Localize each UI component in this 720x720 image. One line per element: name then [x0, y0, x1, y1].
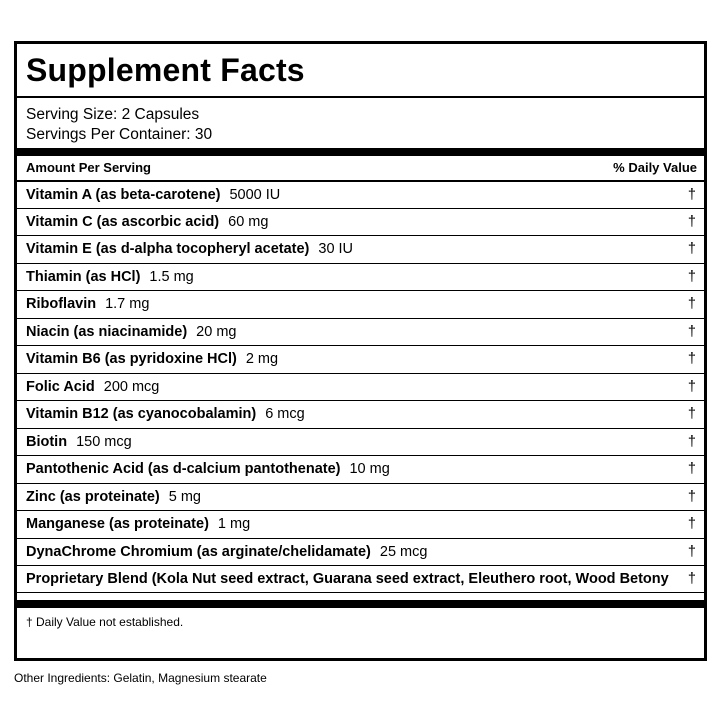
nutrient-daily-value: † [687, 406, 696, 423]
column-header [26, 160, 697, 175]
nutrient-amount: 1 mg [217, 516, 251, 533]
nutrient-name: Vitamin A (as beta-carotene) [26, 186, 221, 203]
nutrient-row [17, 455, 704, 483]
amount-per-serving-header: Amount Per Serving [26, 160, 151, 175]
supplement-facts-panel [14, 41, 707, 661]
nutrient-row [17, 428, 704, 456]
nutrient-amount: 30 IU [318, 241, 354, 258]
nutrient-name: Riboflavin [26, 296, 97, 313]
nutrient-amount: 1.7 mg [105, 296, 150, 313]
nutrient-row [17, 235, 704, 263]
nutrient-amount: 1.5 mg [149, 268, 194, 285]
nutrient-name: Proprietary Blend (Kola Nut seed extract, Guarana seed extract, Eleuthero root, Wood Betony [26, 570, 669, 587]
nutrient-amount: 150 mcg [76, 433, 132, 450]
divider-thick-bottom [17, 600, 704, 608]
nutrient-daily-value: † [687, 296, 696, 313]
nutrient-row [17, 290, 704, 318]
divider-title [17, 96, 704, 98]
nutrient-name: Vitamin C (as ascorbic acid) [26, 213, 220, 230]
nutrient-daily-value: † [687, 433, 696, 450]
nutrient-daily-value: † [687, 241, 696, 258]
nutrient-row [17, 373, 704, 401]
nutrient-daily-value: † [687, 213, 696, 230]
nutrient-amount: 200 mcg [103, 378, 160, 395]
nutrient-name: Vitamin E (as d-alpha tocopheryl acetate) [26, 241, 310, 258]
footnote: † Daily Value not established. [26, 615, 184, 629]
nutrient-amount: 6 mcg [265, 406, 305, 423]
nutrient-name: Thiamin (as HCl) [26, 268, 141, 285]
nutrient-daily-value: † [687, 461, 696, 478]
nutrient-row [17, 263, 704, 291]
nutrient-name: DynaChrome Chromium (as arginate/chelidamate) [26, 543, 371, 560]
nutrient-daily-value: † [687, 186, 696, 203]
nutrient-daily-value: † [687, 488, 696, 505]
nutrient-amount: 10 mg [349, 461, 390, 478]
nutrient-daily-value: † [687, 543, 696, 560]
nutrient-amount: 20 mg [196, 323, 237, 340]
servings-per-container: Servings Per Container: 30 [26, 126, 213, 143]
nutrient-row [17, 538, 704, 566]
nutrient-name: Niacin (as niacinamide) [26, 323, 188, 340]
serving-size: Serving Size: 2 Capsules [26, 106, 200, 123]
nutrient-name: Manganese (as proteinate) [26, 516, 209, 533]
panel-title: Supplement Facts [26, 52, 305, 88]
divider-thick-top [17, 148, 704, 156]
nutrient-amount: 60 mg [228, 213, 269, 230]
nutrient-daily-value: † [687, 323, 696, 340]
nutrient-row [17, 483, 704, 511]
nutrient-name: Biotin [26, 433, 68, 450]
nutrient-row [17, 318, 704, 346]
nutrient-row [17, 345, 704, 373]
nutrient-daily-value: † [687, 378, 696, 395]
nutrient-name: Folic Acid [26, 378, 95, 395]
nutrient-name: Zinc (as proteinate) [26, 488, 160, 505]
serving-info [26, 105, 212, 145]
nutrient-daily-value: † [687, 516, 696, 533]
nutrient-row [17, 400, 704, 428]
nutrient-amount: 5000 IU [229, 186, 281, 203]
nutrient-row [17, 208, 704, 236]
nutrient-row [17, 565, 704, 593]
other-ingredients: Other Ingredients: Gelatin, Magnesium stearate [14, 671, 267, 685]
nutrient-amount: 25 mcg [379, 543, 428, 560]
nutrient-amount: 2 mg [245, 351, 279, 368]
nutrient-row [17, 510, 704, 538]
nutrient-row [17, 180, 704, 208]
nutrient-daily-value: † [687, 268, 696, 285]
nutrient-daily-value: † [687, 351, 696, 368]
daily-value-header: % Daily Value [613, 160, 697, 175]
nutrient-name: Vitamin B6 (as pyridoxine HCl) [26, 351, 237, 368]
nutrient-name: Pantothenic Acid (as d-calcium pantothenate) [26, 461, 341, 478]
nutrient-list [17, 180, 704, 593]
nutrient-amount: 5 mg [168, 488, 201, 505]
nutrient-name: Vitamin B12 (as cyanocobalamin) [26, 406, 257, 423]
nutrient-daily-value: † [687, 570, 696, 587]
